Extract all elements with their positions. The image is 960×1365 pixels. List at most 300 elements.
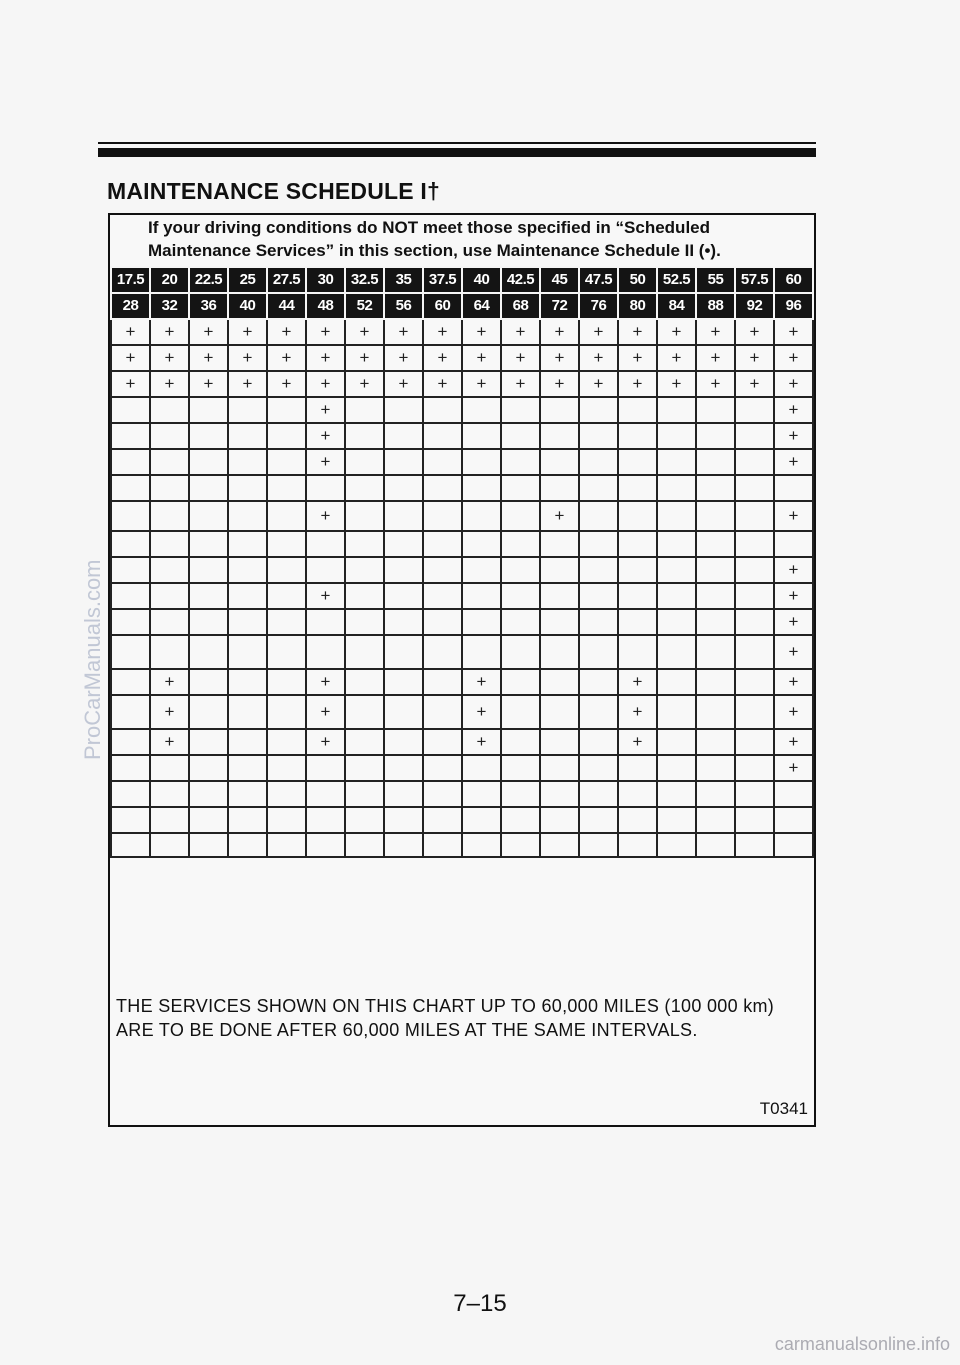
empty-cell xyxy=(735,807,774,833)
empty-cell xyxy=(696,423,735,449)
service-mark: + xyxy=(774,755,813,781)
empty-cell xyxy=(462,755,501,781)
service-mark: + xyxy=(618,345,657,371)
empty-cell xyxy=(462,475,501,501)
empty-cell xyxy=(150,501,189,531)
empty-cell xyxy=(540,557,579,583)
empty-cell xyxy=(267,729,306,755)
header-value: 20 xyxy=(161,271,178,288)
header-value: 32.5 xyxy=(350,271,379,288)
service-mark: + xyxy=(774,319,813,345)
empty-cell xyxy=(423,781,462,807)
service-mark: + xyxy=(306,319,345,345)
empty-cell xyxy=(306,781,345,807)
empty-cell xyxy=(345,807,384,833)
header-value: 52 xyxy=(356,297,373,314)
header-value: 45 xyxy=(551,271,568,288)
empty-cell xyxy=(579,397,618,423)
empty-cell xyxy=(150,781,189,807)
service-mark: + xyxy=(657,371,696,397)
service-mark: + xyxy=(774,583,813,609)
empty-cell xyxy=(423,397,462,423)
miles-header-row-cell xyxy=(462,267,501,293)
service-mark: + xyxy=(150,729,189,755)
service-mark: + xyxy=(150,669,189,695)
empty-cell xyxy=(189,609,228,635)
empty-cell xyxy=(618,397,657,423)
empty-cell xyxy=(384,501,423,531)
table-row xyxy=(111,755,813,781)
service-mark: + xyxy=(306,669,345,695)
empty-cell xyxy=(267,475,306,501)
empty-cell xyxy=(267,501,306,531)
empty-cell xyxy=(228,807,267,833)
table-row xyxy=(111,501,813,531)
empty-cell xyxy=(111,531,150,557)
empty-cell xyxy=(111,449,150,475)
empty-cell xyxy=(462,557,501,583)
service-mark: + xyxy=(306,345,345,371)
empty-cell xyxy=(384,755,423,781)
empty-cell xyxy=(501,833,540,857)
empty-cell xyxy=(150,807,189,833)
header-value: 64 xyxy=(473,297,490,314)
empty-cell xyxy=(189,729,228,755)
empty-cell xyxy=(618,609,657,635)
empty-cell xyxy=(228,397,267,423)
empty-cell xyxy=(735,755,774,781)
header-value: 68 xyxy=(512,297,529,314)
empty-cell xyxy=(657,833,696,857)
header-value: 76 xyxy=(590,297,607,314)
empty-cell xyxy=(696,397,735,423)
empty-cell xyxy=(462,807,501,833)
empty-cell xyxy=(111,397,150,423)
empty-cell xyxy=(657,755,696,781)
empty-cell xyxy=(579,635,618,669)
km-header-row xyxy=(111,293,813,319)
empty-cell xyxy=(345,729,384,755)
empty-cell xyxy=(345,397,384,423)
empty-cell xyxy=(540,397,579,423)
empty-cell xyxy=(267,781,306,807)
service-mark: + xyxy=(657,345,696,371)
header-value: 88 xyxy=(707,297,724,314)
empty-cell xyxy=(189,635,228,669)
header-value: 60 xyxy=(434,297,451,314)
empty-cell xyxy=(189,531,228,557)
header-value: 40 xyxy=(239,297,256,314)
service-mark: + xyxy=(618,319,657,345)
service-mark: + xyxy=(228,371,267,397)
header-value: 47.5 xyxy=(584,271,613,288)
km-header-row-cell xyxy=(501,293,540,319)
service-mark: + xyxy=(618,371,657,397)
empty-cell xyxy=(579,475,618,501)
empty-cell xyxy=(267,669,306,695)
empty-cell xyxy=(462,833,501,857)
empty-cell xyxy=(150,755,189,781)
km-header-row-cell xyxy=(189,293,228,319)
service-mark: + xyxy=(501,371,540,397)
empty-cell xyxy=(111,475,150,501)
empty-cell xyxy=(462,423,501,449)
empty-cell xyxy=(657,397,696,423)
km-header-row-cell xyxy=(657,293,696,319)
service-mark: + xyxy=(267,345,306,371)
empty-cell xyxy=(384,557,423,583)
empty-cell xyxy=(735,669,774,695)
empty-cell xyxy=(462,635,501,669)
empty-cell xyxy=(384,397,423,423)
empty-cell xyxy=(111,695,150,729)
empty-cell xyxy=(306,755,345,781)
empty-cell xyxy=(345,583,384,609)
header-value: 28 xyxy=(122,297,139,314)
service-mark: + xyxy=(306,371,345,397)
service-mark: + xyxy=(345,371,384,397)
empty-cell xyxy=(345,833,384,857)
km-header-row-cell xyxy=(579,293,618,319)
empty-cell xyxy=(345,635,384,669)
service-mark: + xyxy=(501,319,540,345)
empty-cell xyxy=(111,669,150,695)
empty-cell xyxy=(111,609,150,635)
service-mark: + xyxy=(150,319,189,345)
empty-cell xyxy=(189,501,228,531)
empty-cell xyxy=(501,583,540,609)
service-mark: + xyxy=(774,669,813,695)
empty-cell xyxy=(384,807,423,833)
header-value: 96 xyxy=(785,297,802,314)
service-mark: + xyxy=(462,371,501,397)
empty-cell xyxy=(384,583,423,609)
empty-cell xyxy=(540,423,579,449)
empty-cell xyxy=(618,635,657,669)
service-mark: + xyxy=(501,345,540,371)
service-mark: + xyxy=(735,319,774,345)
empty-cell xyxy=(657,423,696,449)
header-value: 56 xyxy=(395,297,412,314)
empty-cell xyxy=(735,423,774,449)
empty-cell xyxy=(423,609,462,635)
table-row xyxy=(111,807,813,833)
empty-cell xyxy=(228,729,267,755)
empty-cell xyxy=(228,531,267,557)
empty-cell xyxy=(423,501,462,531)
empty-cell xyxy=(423,557,462,583)
empty-cell xyxy=(501,531,540,557)
empty-cell xyxy=(189,449,228,475)
empty-cell xyxy=(306,833,345,857)
empty-cell xyxy=(345,475,384,501)
empty-cell xyxy=(423,807,462,833)
empty-cell xyxy=(345,669,384,695)
table-row xyxy=(111,635,813,669)
empty-cell xyxy=(345,557,384,583)
empty-cell xyxy=(384,635,423,669)
service-mark: + xyxy=(306,695,345,729)
empty-cell xyxy=(228,609,267,635)
empty-cell xyxy=(657,501,696,531)
empty-cell xyxy=(657,475,696,501)
km-header-row-cell xyxy=(267,293,306,319)
empty-cell xyxy=(150,531,189,557)
empty-cell xyxy=(501,729,540,755)
service-mark: + xyxy=(306,423,345,449)
miles-header-row-cell xyxy=(111,267,150,293)
service-mark: + xyxy=(189,371,228,397)
empty-cell xyxy=(423,423,462,449)
empty-cell xyxy=(696,755,735,781)
empty-cell xyxy=(618,833,657,857)
header-value: 44 xyxy=(278,297,295,314)
empty-cell xyxy=(501,755,540,781)
empty-cell xyxy=(774,807,813,833)
service-mark: + xyxy=(774,423,813,449)
empty-cell xyxy=(696,669,735,695)
header-value: 22.5 xyxy=(194,271,223,288)
empty-cell xyxy=(501,669,540,695)
empty-cell xyxy=(423,695,462,729)
empty-cell xyxy=(462,609,501,635)
empty-cell xyxy=(540,781,579,807)
empty-cell xyxy=(384,475,423,501)
empty-cell xyxy=(501,475,540,501)
empty-cell xyxy=(696,583,735,609)
empty-cell xyxy=(189,807,228,833)
empty-cell xyxy=(579,781,618,807)
km-header-row-cell xyxy=(111,293,150,319)
empty-cell xyxy=(579,669,618,695)
miles-header-row-cell xyxy=(579,267,618,293)
table-row xyxy=(111,557,813,583)
empty-cell xyxy=(462,781,501,807)
empty-cell xyxy=(423,583,462,609)
service-mark: + xyxy=(774,501,813,531)
empty-cell xyxy=(540,449,579,475)
empty-cell xyxy=(423,669,462,695)
empty-cell xyxy=(735,531,774,557)
miles-header-row-cell xyxy=(189,267,228,293)
empty-cell xyxy=(657,635,696,669)
empty-cell xyxy=(384,449,423,475)
side-watermark: ProCarManuals.com xyxy=(80,559,105,760)
service-mark: + xyxy=(306,397,345,423)
empty-cell xyxy=(696,475,735,501)
empty-cell xyxy=(384,781,423,807)
empty-cell xyxy=(150,557,189,583)
empty-cell xyxy=(501,449,540,475)
empty-cell xyxy=(111,635,150,669)
empty-cell xyxy=(267,833,306,857)
empty-cell xyxy=(150,397,189,423)
empty-cell xyxy=(423,833,462,857)
empty-cell xyxy=(501,609,540,635)
empty-cell xyxy=(657,583,696,609)
empty-cell xyxy=(423,475,462,501)
service-mark: + xyxy=(111,319,150,345)
service-mark: + xyxy=(462,695,501,729)
page-number: 7–15 xyxy=(453,1290,507,1317)
empty-cell xyxy=(267,583,306,609)
service-mark: + xyxy=(345,345,384,371)
empty-cell xyxy=(345,449,384,475)
header-value: 27.5 xyxy=(272,271,301,288)
empty-cell xyxy=(267,807,306,833)
service-mark: + xyxy=(423,371,462,397)
service-mark: + xyxy=(735,371,774,397)
empty-cell xyxy=(423,755,462,781)
empty-cell xyxy=(540,635,579,669)
empty-cell xyxy=(618,807,657,833)
empty-cell xyxy=(189,475,228,501)
service-mark: + xyxy=(579,345,618,371)
table-row xyxy=(111,449,813,475)
km-header-row-cell xyxy=(150,293,189,319)
empty-cell xyxy=(150,423,189,449)
empty-cell xyxy=(150,475,189,501)
service-mark: + xyxy=(150,345,189,371)
header-value: 52.5 xyxy=(662,271,691,288)
km-header-row-cell xyxy=(774,293,813,319)
empty-cell xyxy=(306,531,345,557)
empty-cell xyxy=(462,501,501,531)
table-row xyxy=(111,345,813,371)
empty-cell xyxy=(657,557,696,583)
service-mark: + xyxy=(150,695,189,729)
empty-cell xyxy=(657,531,696,557)
empty-cell xyxy=(150,609,189,635)
empty-cell xyxy=(696,501,735,531)
empty-cell xyxy=(579,501,618,531)
service-mark: + xyxy=(462,729,501,755)
km-header-row-cell xyxy=(423,293,462,319)
empty-cell xyxy=(306,475,345,501)
footnote: THE SERVICES SHOWN ON THIS CHART UP TO 60,000 MILES (100 000 km) ARE TO BE DONE AFTER 60,000 MILES AT THE SAME INTERVALS. xyxy=(116,996,775,1040)
empty-cell xyxy=(111,755,150,781)
empty-cell xyxy=(540,583,579,609)
empty-cell xyxy=(267,557,306,583)
service-mark: + xyxy=(774,609,813,635)
empty-cell xyxy=(579,531,618,557)
miles-header-row-cell xyxy=(423,267,462,293)
empty-cell xyxy=(696,695,735,729)
miles-header-row-cell xyxy=(657,267,696,293)
header-value: 55 xyxy=(707,271,724,288)
header-value: 80 xyxy=(629,297,646,314)
empty-cell xyxy=(696,449,735,475)
header-value: 25 xyxy=(239,271,256,288)
service-mark: + xyxy=(696,319,735,345)
header-value: 57.5 xyxy=(740,271,769,288)
miles-header-row-cell xyxy=(735,267,774,293)
empty-cell xyxy=(345,755,384,781)
empty-cell xyxy=(735,695,774,729)
empty-cell xyxy=(579,755,618,781)
service-mark: + xyxy=(150,371,189,397)
empty-cell xyxy=(618,755,657,781)
miles-header-row-cell xyxy=(228,267,267,293)
service-mark: + xyxy=(618,729,657,755)
empty-cell xyxy=(150,635,189,669)
empty-cell xyxy=(579,807,618,833)
empty-cell xyxy=(735,833,774,857)
empty-cell xyxy=(696,531,735,557)
header-value: 48 xyxy=(317,297,334,314)
empty-cell xyxy=(111,583,150,609)
empty-cell xyxy=(618,583,657,609)
km-header-row-cell xyxy=(696,293,735,319)
header-value: 92 xyxy=(746,297,763,314)
empty-cell xyxy=(462,583,501,609)
intro-text: If your driving conditions do NOT meet those specified in “Scheduled Maintenance Services” in this section, use Maintenance Schedule II (•). xyxy=(148,218,721,260)
service-mark: + xyxy=(384,345,423,371)
empty-cell xyxy=(735,475,774,501)
empty-cell xyxy=(696,635,735,669)
miles-header-row-cell xyxy=(696,267,735,293)
miles-header-row xyxy=(111,267,813,293)
service-mark: + xyxy=(306,583,345,609)
empty-cell xyxy=(306,635,345,669)
km-header-row-cell xyxy=(540,293,579,319)
empty-cell xyxy=(345,609,384,635)
service-mark: + xyxy=(696,345,735,371)
empty-cell xyxy=(540,531,579,557)
empty-cell xyxy=(735,781,774,807)
km-header-row-cell xyxy=(306,293,345,319)
service-mark: + xyxy=(111,345,150,371)
empty-cell xyxy=(228,755,267,781)
service-mark: + xyxy=(267,319,306,345)
empty-cell xyxy=(423,531,462,557)
empty-cell xyxy=(189,755,228,781)
empty-cell xyxy=(423,635,462,669)
empty-cell xyxy=(228,635,267,669)
service-mark: + xyxy=(579,371,618,397)
km-header-row-cell xyxy=(345,293,384,319)
empty-cell xyxy=(501,557,540,583)
table-row xyxy=(111,729,813,755)
empty-cell xyxy=(735,501,774,531)
service-mark: + xyxy=(189,345,228,371)
km-header-row-cell xyxy=(462,293,501,319)
empty-cell xyxy=(657,781,696,807)
header-value: 17.5 xyxy=(116,271,145,288)
service-mark: + xyxy=(306,729,345,755)
header-value: 60 xyxy=(785,271,802,288)
service-mark: + xyxy=(618,695,657,729)
empty-cell xyxy=(696,833,735,857)
empty-cell xyxy=(267,531,306,557)
empty-cell xyxy=(306,609,345,635)
empty-cell xyxy=(267,635,306,669)
service-mark: + xyxy=(774,345,813,371)
header-value: 42.5 xyxy=(506,271,535,288)
table-row xyxy=(111,781,813,807)
empty-cell xyxy=(384,833,423,857)
empty-cell xyxy=(618,557,657,583)
empty-cell xyxy=(579,833,618,857)
empty-cell xyxy=(267,397,306,423)
service-mark: + xyxy=(462,319,501,345)
km-header-row-cell xyxy=(618,293,657,319)
header-value: 32 xyxy=(161,297,178,314)
table-row xyxy=(111,319,813,345)
empty-cell xyxy=(696,807,735,833)
empty-cell xyxy=(267,695,306,729)
empty-cell xyxy=(696,609,735,635)
